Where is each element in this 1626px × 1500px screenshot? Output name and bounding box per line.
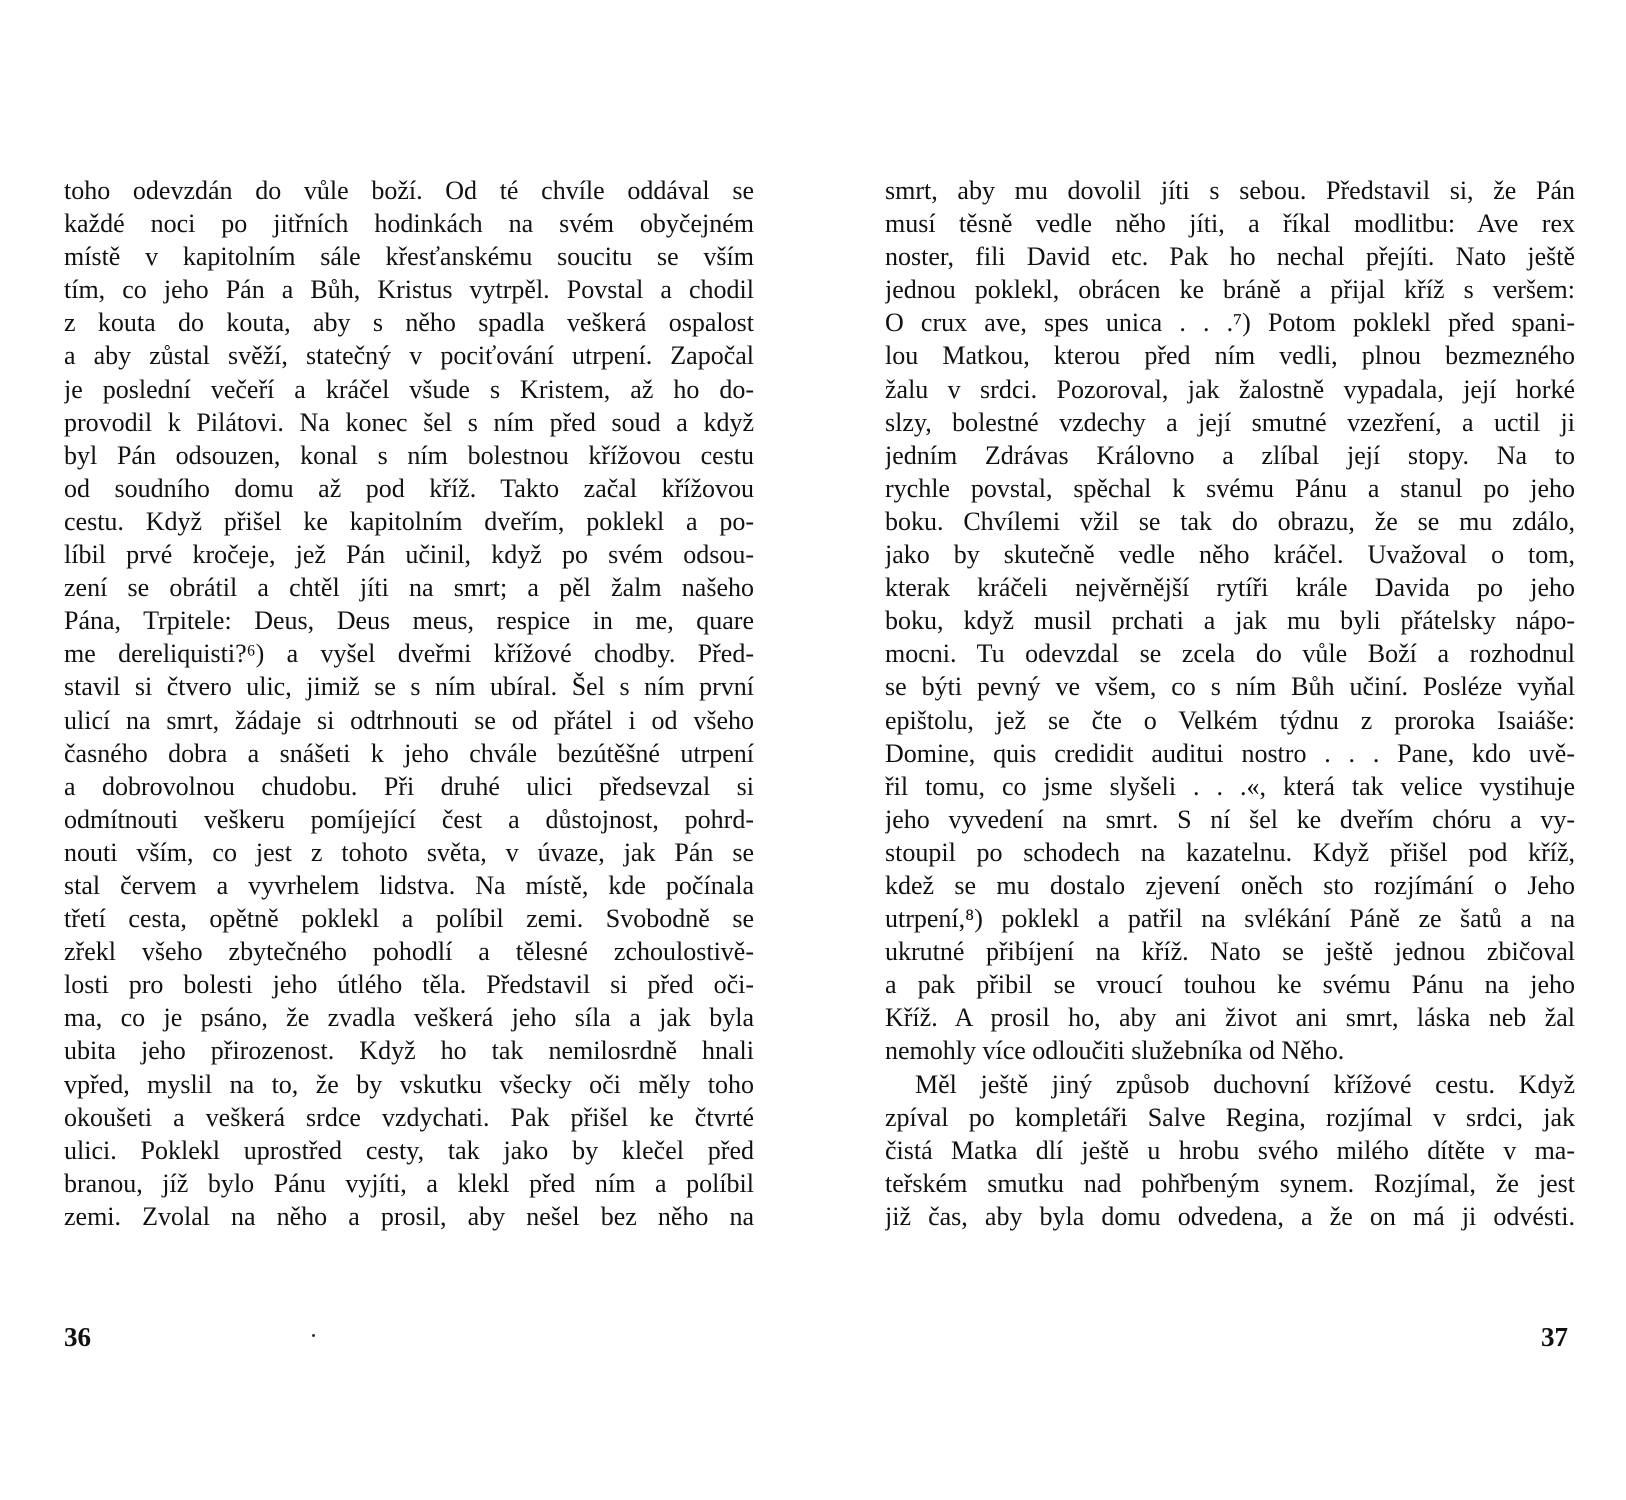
text-line: cestu. Když přišel ke kapitolním dveřím, poklekl a po- (64, 506, 754, 536)
text-line: rychle povstal, spěchal k svému Pánu a stanul po jeho (885, 473, 1575, 503)
text-line: žalu v srdci. Pozoroval, jak žalostně vypadala, její horké (885, 374, 1575, 404)
text-line: noster, fili David etc. Pak ho nechal přejíti. Nato ještě (885, 242, 1575, 272)
text-line: jednou poklekl, obrácen ke bráně a přijal kříž s veršem: (885, 275, 1575, 305)
text-line: ukrutné přibíjení na kříž. Nato se ještě jednou zbičoval (885, 937, 1575, 967)
text-line: místě v kapitolním sále křesťanskému soucitu se vším (64, 242, 754, 272)
text-line: losti pro bolesti jeho útlého těla. Představil si před oči- (64, 970, 754, 1000)
text-line: slzy, bolestné vzdechy a její smutné vzezření, a uctil ji (885, 407, 1575, 437)
text-line: O crux ave, spes unica . . .⁷) Potom poklekl před spani- (885, 308, 1575, 338)
text-line: Domine, quis credidit auditui nostro . . . Pane, kdo uvě- (885, 738, 1575, 768)
text-line: třetí cesta, opětně poklekl a políbil zemi. Svobodně se (64, 904, 754, 934)
text-line: časného dobra a snášeti k jeho chvále bezútěšné utrpení (64, 738, 754, 768)
text-line: nemohly více odloučiti služebníka od Něho. (885, 1036, 1345, 1066)
text-line: a dobrovolnou chudobu. Při druhé ulici předsevzal si (64, 771, 754, 801)
right-page (813, 0, 1626, 1500)
text-line: zemi. Zvolal na něho a prosil, aby nešel bez něho na (64, 1201, 754, 1231)
text-line: epištolu, jež se čte o Velkém týdnu z proroka Isaiáše: (885, 705, 1575, 735)
text-line: okoušeti a veškerá srdce vzdychati. Pak přišel ke čtvrté (64, 1102, 754, 1132)
page-number-right: 37 (1541, 1322, 1568, 1352)
text-line: Kříž. A prosil ho, aby ani život ani smrt, láska neb žal (885, 1003, 1575, 1033)
text-line: ulici. Poklekl uprostřed cesty, tak jako by klečel před (64, 1135, 754, 1165)
text-line: stavil si čtvero ulic, jimiž se s ním ubíral. Šel s ním první (64, 672, 754, 702)
text-line: branou, jíž bylo Pánu vyjíti, a klekl před ním a políbil (64, 1168, 754, 1198)
text-line: stoupil po schodech na kazatelnu. Když přišel pod kříž, (885, 837, 1575, 867)
text-line: zpíval po kompletáři Salve Regina, rozjímal v srdci, jak (885, 1102, 1575, 1132)
text-line: se býti pevný ve všem, co s ním Bůh učiní. Posléze vyňal (885, 672, 1575, 702)
text-line: Pána, Trpitele: Deus, Deus meus, respice in me, quare (64, 606, 754, 636)
text-line: me dereliquisti?⁶) a vyšel dveřmi křížové chodby. Před- (64, 639, 754, 669)
text-line: každé noci po jitřních hodinkách na svém obyčejném (64, 209, 754, 239)
text-line: utrpení,⁸) poklekl a patřil na svlékání Páně ze šatů a na (885, 904, 1575, 934)
page-number-left: 36 (64, 1322, 91, 1352)
text-line: provodil k Pilátovi. Na konec šel s ním před soud a když (64, 407, 754, 437)
text-line: vpřed, myslil na to, že by vskutku všecky oči měly toho (64, 1069, 754, 1099)
text-line: čistá Matka dlí ještě u hrobu svého milého dítěte v ma- (885, 1135, 1575, 1165)
text-line: ma, co je psáno, že zvadla veškerá jeho síla a jak byla (64, 1003, 754, 1033)
text-line: líbil prvé kročeje, jež Pán učinil, když po svém odsou- (64, 540, 754, 570)
text-line: a aby zůstal svěží, statečný v pociťování utrpení. Započal (64, 341, 754, 371)
text-line: odmítnouti veškeru pomíjející čest a důstojnost, pohrd- (64, 804, 754, 834)
text-line: toho odevzdán do vůle boží. Od té chvíle oddával se (64, 176, 754, 205)
text-line: stal červem a vyvrhelem lidstva. Na místě, kde počínala (64, 870, 754, 900)
text-line: ubita jeho přirozenost. Když ho tak nemilosrdně hnali (64, 1036, 754, 1066)
right-page-text (885, 174, 1575, 1233)
text-line: z kouta do kouta, aby s něho spadla veškerá ospalost (64, 308, 754, 338)
text-line: kdež se mu dostalo zjevení oněch sto rozjímání o Jeho (885, 870, 1575, 900)
text-line: jedním Zdrávas Královno a zlíbal její stopy. Na to (885, 440, 1575, 470)
text-line: boku. Chvílemi vžil se tak do obrazu, že se mu zdálo, (885, 506, 1575, 536)
text-line: již čas, aby byla domu odvedena, a že on má ji odvésti. (885, 1201, 1575, 1231)
text-line: jako by skutečně vedle něho kráčel. Uvažoval o tom, (885, 540, 1575, 570)
text-line: teřském smutku nad pohřbeným synem. Rozjímal, že jest (885, 1168, 1575, 1198)
text-line: mocni. Tu odevzdal se zcela do vůle Boží a rozhodnul (885, 639, 1575, 669)
text-line: byl Pán odsouzen, konal s ním bolestnou křížovou cestu (64, 440, 754, 470)
text-line: musí těsně vedle něho jíti, a říkal modlitbu: Ave rex (885, 209, 1575, 239)
text-line: tím, co jeho Pán a Bůh, Kristus vytrpěl. Povstal a chodil (64, 275, 754, 305)
text-line: lou Matkou, kterou před ním vedli, plnou bezmezného (885, 341, 1575, 371)
text-line: boku, když musil prchati a jak mu byli přátelsky nápo- (885, 606, 1575, 636)
text-line: od soudního domu až pod kříž. Takto začal křížovou (64, 473, 754, 503)
text-line: a pak přibil se vroucí touhou ke svému Pánu na jeho (885, 970, 1575, 1000)
text-line: řil tomu, co jsme slyšeli . . .«, která tak velice vystihuje (885, 771, 1575, 801)
text-line: jeho vyvedení na smrt. S ní šel ke dveřím chóru a vy- (885, 804, 1575, 834)
text-line: ulicí na smrt, žádaje si odtrhnouti se od přátel i od všeho (64, 705, 754, 735)
text-line: zení se obrátil a chtěl jíti na smrt; a pěl žalm našeho (64, 573, 754, 603)
print-speck (312, 1334, 315, 1337)
text-line: zřekl všeho zbytečného pohodlí a tělesné zchoulostivě- (64, 937, 754, 967)
text-line: smrt, aby mu dovolil jíti s sebou. Představil si, že Pán (885, 176, 1575, 205)
left-page-text (64, 174, 754, 1233)
text-line: kterak kráčeli nejvěrnější rytíři krále Davida po jeho (885, 573, 1575, 603)
text-line: nouti vším, co jest z tohoto světa, v úvaze, jak Pán se (64, 837, 754, 867)
text-line: je poslední večeří a kráčel všude s Kristem, až ho do- (64, 374, 754, 404)
text-line: Měl ještě jiný způsob duchovní křížové cestu. Když (915, 1069, 1575, 1099)
